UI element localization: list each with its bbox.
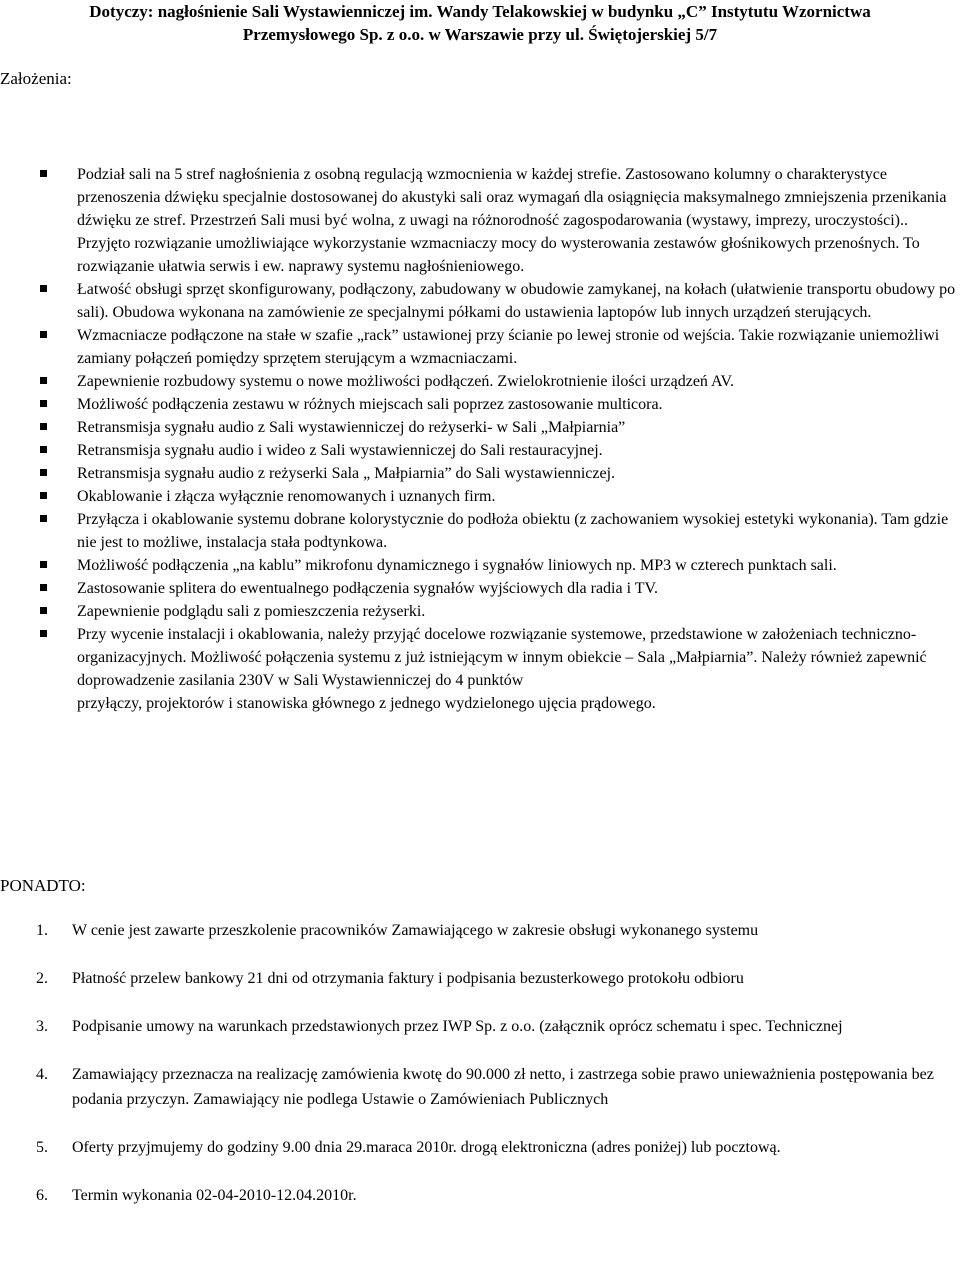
list-item: Przy wycenie instalacji i okablowania, należy przyjąć docelowe rozwiązanie systemowe, przedstawione w założeniach techniczno-organizacyjnych. Możliwość połączenia systemu z już istniejącym w innym obiekcie – Sala „Małpiarnia”. Należy również zapewnić doprowadzenie zasilania 230V w Sali Wystawienniczej do 4 punktów przyłączy, projektorów i stanowiska głównego z jednego wydzielonego ujęcia prądowego.: [0, 623, 960, 715]
list-item: Możliwość podłączenia zestawu w różnych miejscach sali poprzez zastosowanie multicora.: [0, 393, 960, 416]
list-item: Retransmisja sygnału audio z reżyserki Sala „ Małpiarnia” do Sali wystawienniczej.: [0, 462, 960, 485]
conditions-list: [0, 918, 960, 1231]
numbered-item: 5. Oferty przyjmujemy do godziny 9.00 dnia 29.maraca 2010r. drogą elektroniczna (adres poniżej) lub pocztową.: [36, 1139, 781, 1156]
square-bullet-icon: [40, 469, 47, 476]
list-item: Łatwość obsługi sprzęt skonfigurowany, podłączony, zabudowany w obudowie zamykanej, na kołach (ułatwienie transportu obudowy po sali). Obudowa wykonana na zamówienie ze specjalnymi półkami do ustawienia laptopów lub innych urządzeń sterujących.: [0, 278, 960, 324]
ponadto-heading: PONADTO:: [0, 876, 86, 895]
square-bullet-icon: [40, 515, 47, 522]
numbered-item: 1. W cenie jest zawarte przeszkolenie pracowników Zamawiającego w zakresie obsługi wykonanego systemu: [36, 922, 759, 939]
square-bullet-icon: [40, 607, 47, 614]
square-bullet-icon: [40, 170, 47, 177]
title-line-1: Dotyczy: nagłośnienie Sali Wystawienniczej im. Wandy Telakowskiej w budynku „C” Instytutu Wzornictwa: [89, 2, 871, 21]
square-bullet-icon: [40, 446, 47, 453]
numbered-item: 2. Płatność przelew bankowy 21 dni od otrzymania faktury i podpisania bezusterkowego protokołu odbioru: [36, 970, 744, 987]
document-title: [0, 0, 960, 46]
numbered-item: 4. Zamawiający przeznacza na realizację zamówienia kwotę do 90.000 zł netto, i zastrzega sobie prawo unieważnienia postępowania bez podania przyczyn. Zamawiający nie podlega Ustawie o Zamówieniach Publicznych: [36, 1066, 934, 1108]
list-item: Zapewnienie podglądu sali z pomieszczenia reżyserki.: [0, 600, 960, 623]
list-item: Zastosowanie splitera do ewentualnego podłączenia sygnałów wyjściowych dla radia i TV.: [0, 577, 960, 600]
list-item-continuation: przyłączy, projektorów i stanowiska głównego z jednego wydzielonego ujęcia prądowego.: [77, 695, 656, 712]
list-item: Przyłącza i okablowanie systemu dobrane kolorystycznie do podłoża obiektu (z zachowaniem wysokiej estetyki wykonania). Tam gdzie nie jest to możliwe, instalacja stała podtynkowa.: [0, 508, 960, 554]
square-bullet-icon: [40, 630, 47, 637]
square-bullet-icon: [40, 400, 47, 407]
numbered-item: 6. Termin wykonania 02-04-2010-12.04.2010r.: [36, 1187, 357, 1204]
square-bullet-icon: [40, 377, 47, 384]
list-item: Okablowanie i złącza wyłącznie renomowanych i uznanych firm.: [0, 485, 960, 508]
square-bullet-icon: [40, 423, 47, 430]
numbered-item: 3. Podpisanie umowy na warunkach przedstawionych przez IWP Sp. z o.o. (załącznik oprócz schematu i spec. Technicznej: [36, 1018, 843, 1035]
title-line-2: Przemysłowego Sp. z o.o. w Warszawie przy ul. Świętojerskiej 5/7: [242, 25, 718, 44]
square-bullet-icon: [40, 492, 47, 499]
square-bullet-icon: [40, 584, 47, 591]
assumptions-list: [0, 163, 960, 715]
list-item: Retransmisja sygnału audio z Sali wystawienniczej do reżyserki- w Sali „Małpiarnia”: [0, 416, 960, 439]
list-item: Wzmacniacze podłączone na stałe w szafie „rack” ustawionej przy ścianie po lewej stronie od wejścia. Takie rozwiązanie uniemożliwi zamiany połączeń pomiędzy sprzętem sterującym a wzmacniaczami.: [0, 324, 960, 370]
list-item: Zapewnienie rozbudowy systemu o nowe możliwości podłączeń. Zwielokrotnienie ilości urządzeń AV.: [0, 370, 960, 393]
assumptions-heading: Założenia:: [0, 69, 72, 88]
list-item: Możliwość podłączenia „na kablu” mikrofonu dynamicznego i sygnałów liniowych np. MP3 w czterech punktach sali.: [0, 554, 960, 577]
list-item: Retransmisja sygnału audio i wideo z Sali wystawienniczej do Sali restauracyjnej.: [0, 439, 960, 462]
list-item: Podział sali na 5 stref nagłośnienia z osobną regulacją wzmocnienia w każdej strefie. Zastosowano kolumny o charakterystyce przenoszenia dźwięku specjalnie dostosowanej do akustyki sali oraz wymagań dla osiągnięcia maksymalnego zmniejszenia przenikania dźwięku ze stref. Przestrzeń Sali musi być wolna, z uwagi na różnorodność zagospodarowania (wystawy, imprezy, uroczystości).. Przyjęto rozwiązanie umożliwiające wykorzystanie wzmacniaczy mocy do wysterowania zestawów głośnikowych przenośnych. To rozwiązanie ułatwia serwis i ew. naprawy systemu nagłośnieniowego.: [0, 163, 960, 278]
square-bullet-icon: [40, 561, 47, 568]
square-bullet-icon: [40, 285, 47, 292]
square-bullet-icon: [40, 331, 47, 338]
